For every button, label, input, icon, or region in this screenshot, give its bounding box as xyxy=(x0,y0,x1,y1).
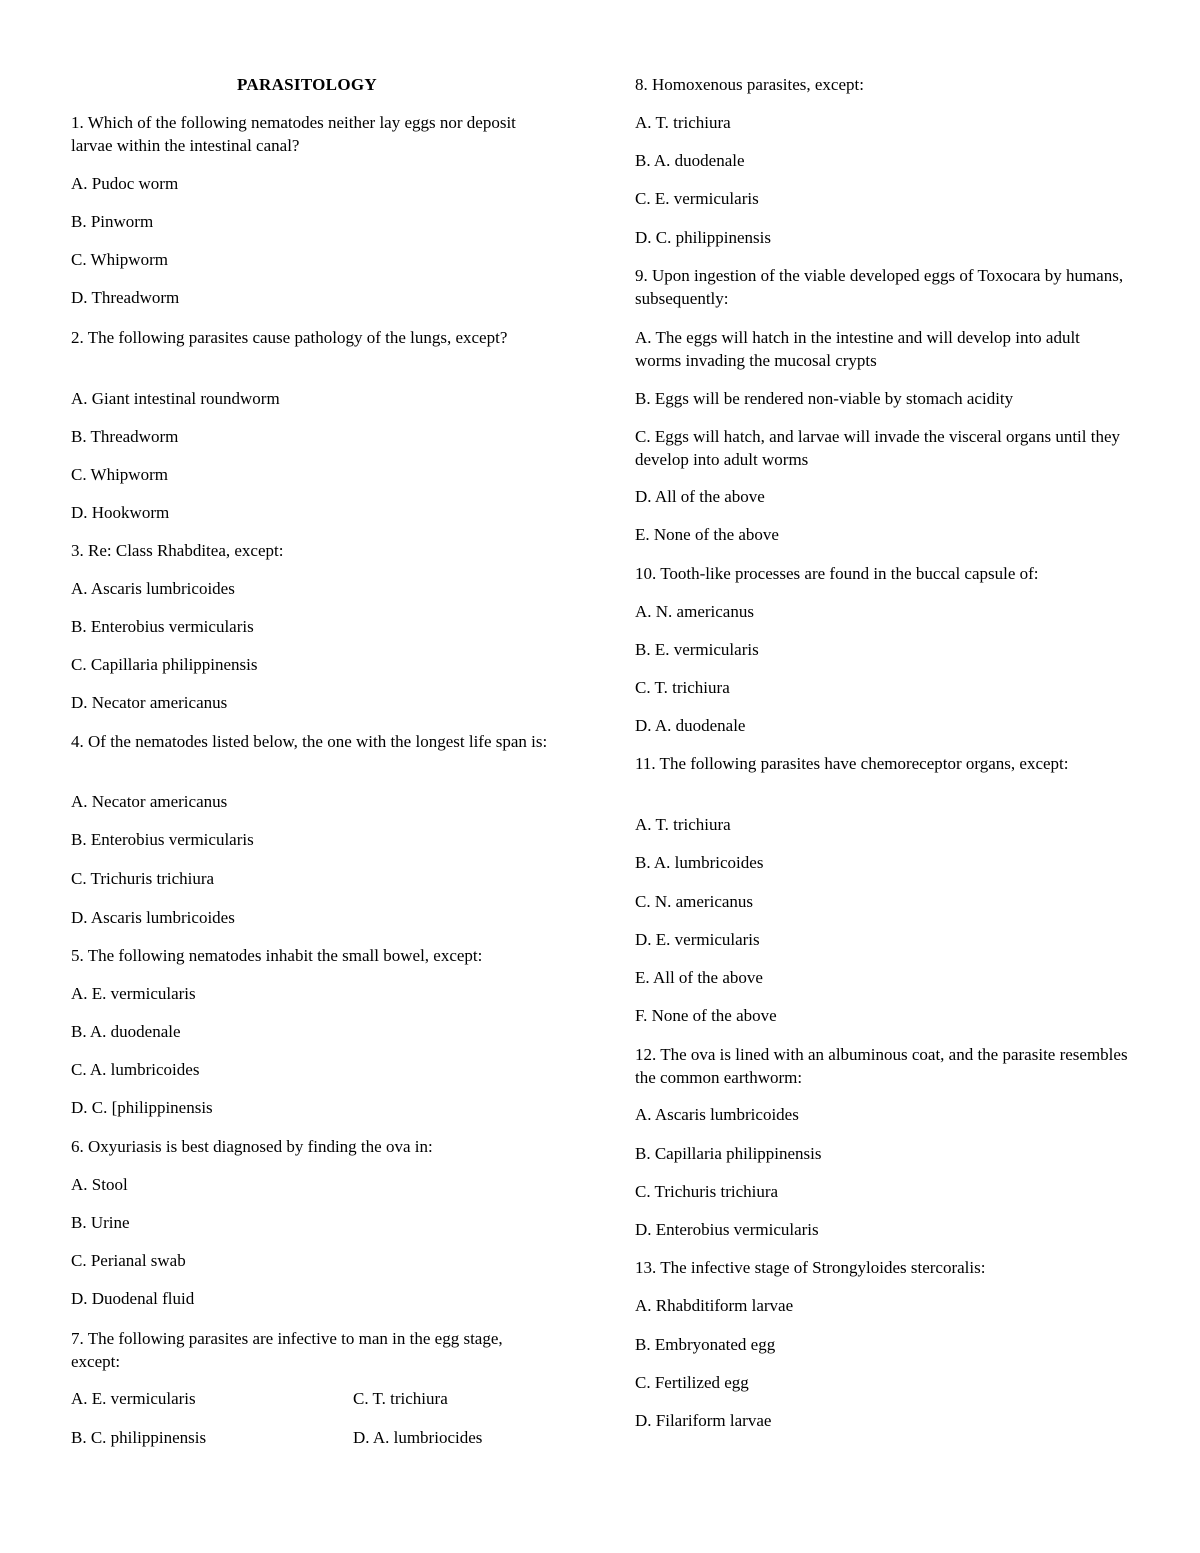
option-d: D. C. [philippinensis xyxy=(71,1098,213,1117)
option-c: C. Capillaria philippinensis xyxy=(71,655,258,674)
question-text: 12. The ova is lined with an albuminous coat, and the parasite resembles the common earthworm: xyxy=(635,1045,1128,1087)
option-b: B. A. duodenale xyxy=(635,151,745,170)
question-text: 13. The infective stage of Strongyloides stercoralis: xyxy=(635,1258,986,1277)
option-e: E. All of the above xyxy=(635,968,763,987)
option-d: D. Filariform larvae xyxy=(635,1411,772,1430)
option-d: D. A. lumbriocides xyxy=(353,1428,483,1447)
option-d: D. Hookworm xyxy=(71,503,170,522)
option-d: D. All of the above xyxy=(635,487,765,506)
option-a: A. Giant intestinal roundworm xyxy=(71,389,280,408)
option-c: C. Whipworm xyxy=(71,465,168,484)
option-b: B. Pinworm xyxy=(71,212,154,231)
option-b: B. Enterobius vermicularis xyxy=(71,617,254,636)
option-c: C. Whipworm xyxy=(71,250,168,269)
option-b: B. Embryonated egg xyxy=(635,1335,776,1354)
option-d: D. A. duodenale xyxy=(635,716,746,735)
option-a: A. Rhabditiform larvae xyxy=(635,1296,794,1315)
option-a: A. T. trichiura xyxy=(635,113,731,132)
option-a: A. Necator americanus xyxy=(71,792,228,811)
option-b: B. Eggs will be rendered non-viable by stomach acidity xyxy=(635,389,1014,408)
question-text: 7. The following parasites are infective to man in the egg stage, except: xyxy=(71,1329,503,1371)
option-f: F. None of the above xyxy=(635,1006,777,1025)
option-a: A. N. americanus xyxy=(635,602,754,621)
option-c: C. Trichuris trichiura xyxy=(635,1182,779,1201)
option-b: B. Capillaria philippinensis xyxy=(635,1144,822,1163)
page-title: PARASITOLOGY xyxy=(237,75,377,94)
question-text: 6. Oxyuriasis is best diagnosed by finding the ova in: xyxy=(71,1137,433,1156)
option-d: D. Duodenal fluid xyxy=(71,1289,195,1308)
option-b: B. A. lumbricoides xyxy=(635,853,764,872)
question-text: 10. Tooth-like processes are found in the buccal capsule of: xyxy=(635,564,1039,583)
option-a: A. Pudoc worm xyxy=(71,174,179,193)
option-c: C. N. americanus xyxy=(635,892,754,911)
option-c: C. Fertilized egg xyxy=(635,1373,749,1392)
option-d: D. Enterobius vermicularis xyxy=(635,1220,819,1239)
option-d: D. Threadworm xyxy=(71,288,180,307)
question-text: 3. Re: Class Rhabditea, except: xyxy=(71,541,284,560)
question-text: 9. Upon ingestion of the viable developed eggs of Toxocara by humans, subsequently: xyxy=(635,266,1124,308)
option-b: B. A. duodenale xyxy=(71,1022,181,1041)
option-a: A. E. vermicularis xyxy=(71,1389,196,1408)
option-b: B. C. philippinensis xyxy=(71,1428,207,1447)
option-b: B. E. vermicularis xyxy=(635,640,759,659)
option-a: A. E. vermicularis xyxy=(71,984,196,1003)
option-d: D. Ascaris lumbricoides xyxy=(71,908,235,927)
option-c: C. T. trichiura xyxy=(635,678,730,697)
question-text: 8. Homoxenous parasites, except: xyxy=(635,75,864,94)
question-text: 1. Which of the following nematodes neither lay eggs nor deposit larvae within the intestinal canal? xyxy=(71,113,516,155)
option-c: C. Eggs will hatch, and larvae will invade the visceral organs until they develop into adult worms xyxy=(635,427,1121,469)
option-a: A. Stool xyxy=(71,1175,128,1194)
option-c: C. T. trichiura xyxy=(353,1389,448,1408)
question-text: 4. Of the nematodes listed below, the one with the longest life span is: xyxy=(71,732,548,751)
option-a: A. Ascaris lumbricoides xyxy=(71,579,235,598)
option-a: A. Ascaris lumbricoides xyxy=(635,1105,799,1124)
option-b: B. Urine xyxy=(71,1213,130,1232)
option-d: D. E. vermicularis xyxy=(635,930,760,949)
option-c: C. A. lumbricoides xyxy=(71,1060,200,1079)
option-c: C. E. vermicularis xyxy=(635,189,759,208)
option-c: C. Trichuris trichiura xyxy=(71,869,215,888)
option-d: D. Necator americanus xyxy=(71,693,228,712)
option-a: A. The eggs will hatch in the intestine and will develop into adult worms invading the mucosal crypts xyxy=(635,328,1080,370)
option-e: E. None of the above xyxy=(635,525,779,544)
option-b: B. Enterobius vermicularis xyxy=(71,830,254,849)
question-text: 5. The following nematodes inhabit the small bowel, except: xyxy=(71,946,483,965)
option-c: C. Perianal swab xyxy=(71,1251,186,1270)
option-b: B. Threadworm xyxy=(71,427,179,446)
question-text: 2. The following parasites cause pathology of the lungs, except? xyxy=(71,328,508,347)
option-d: D. C. philippinensis xyxy=(635,228,772,247)
question-text: 11. The following parasites have chemoreceptor organs, except: xyxy=(635,754,1069,773)
option-a: A. T. trichiura xyxy=(635,815,731,834)
